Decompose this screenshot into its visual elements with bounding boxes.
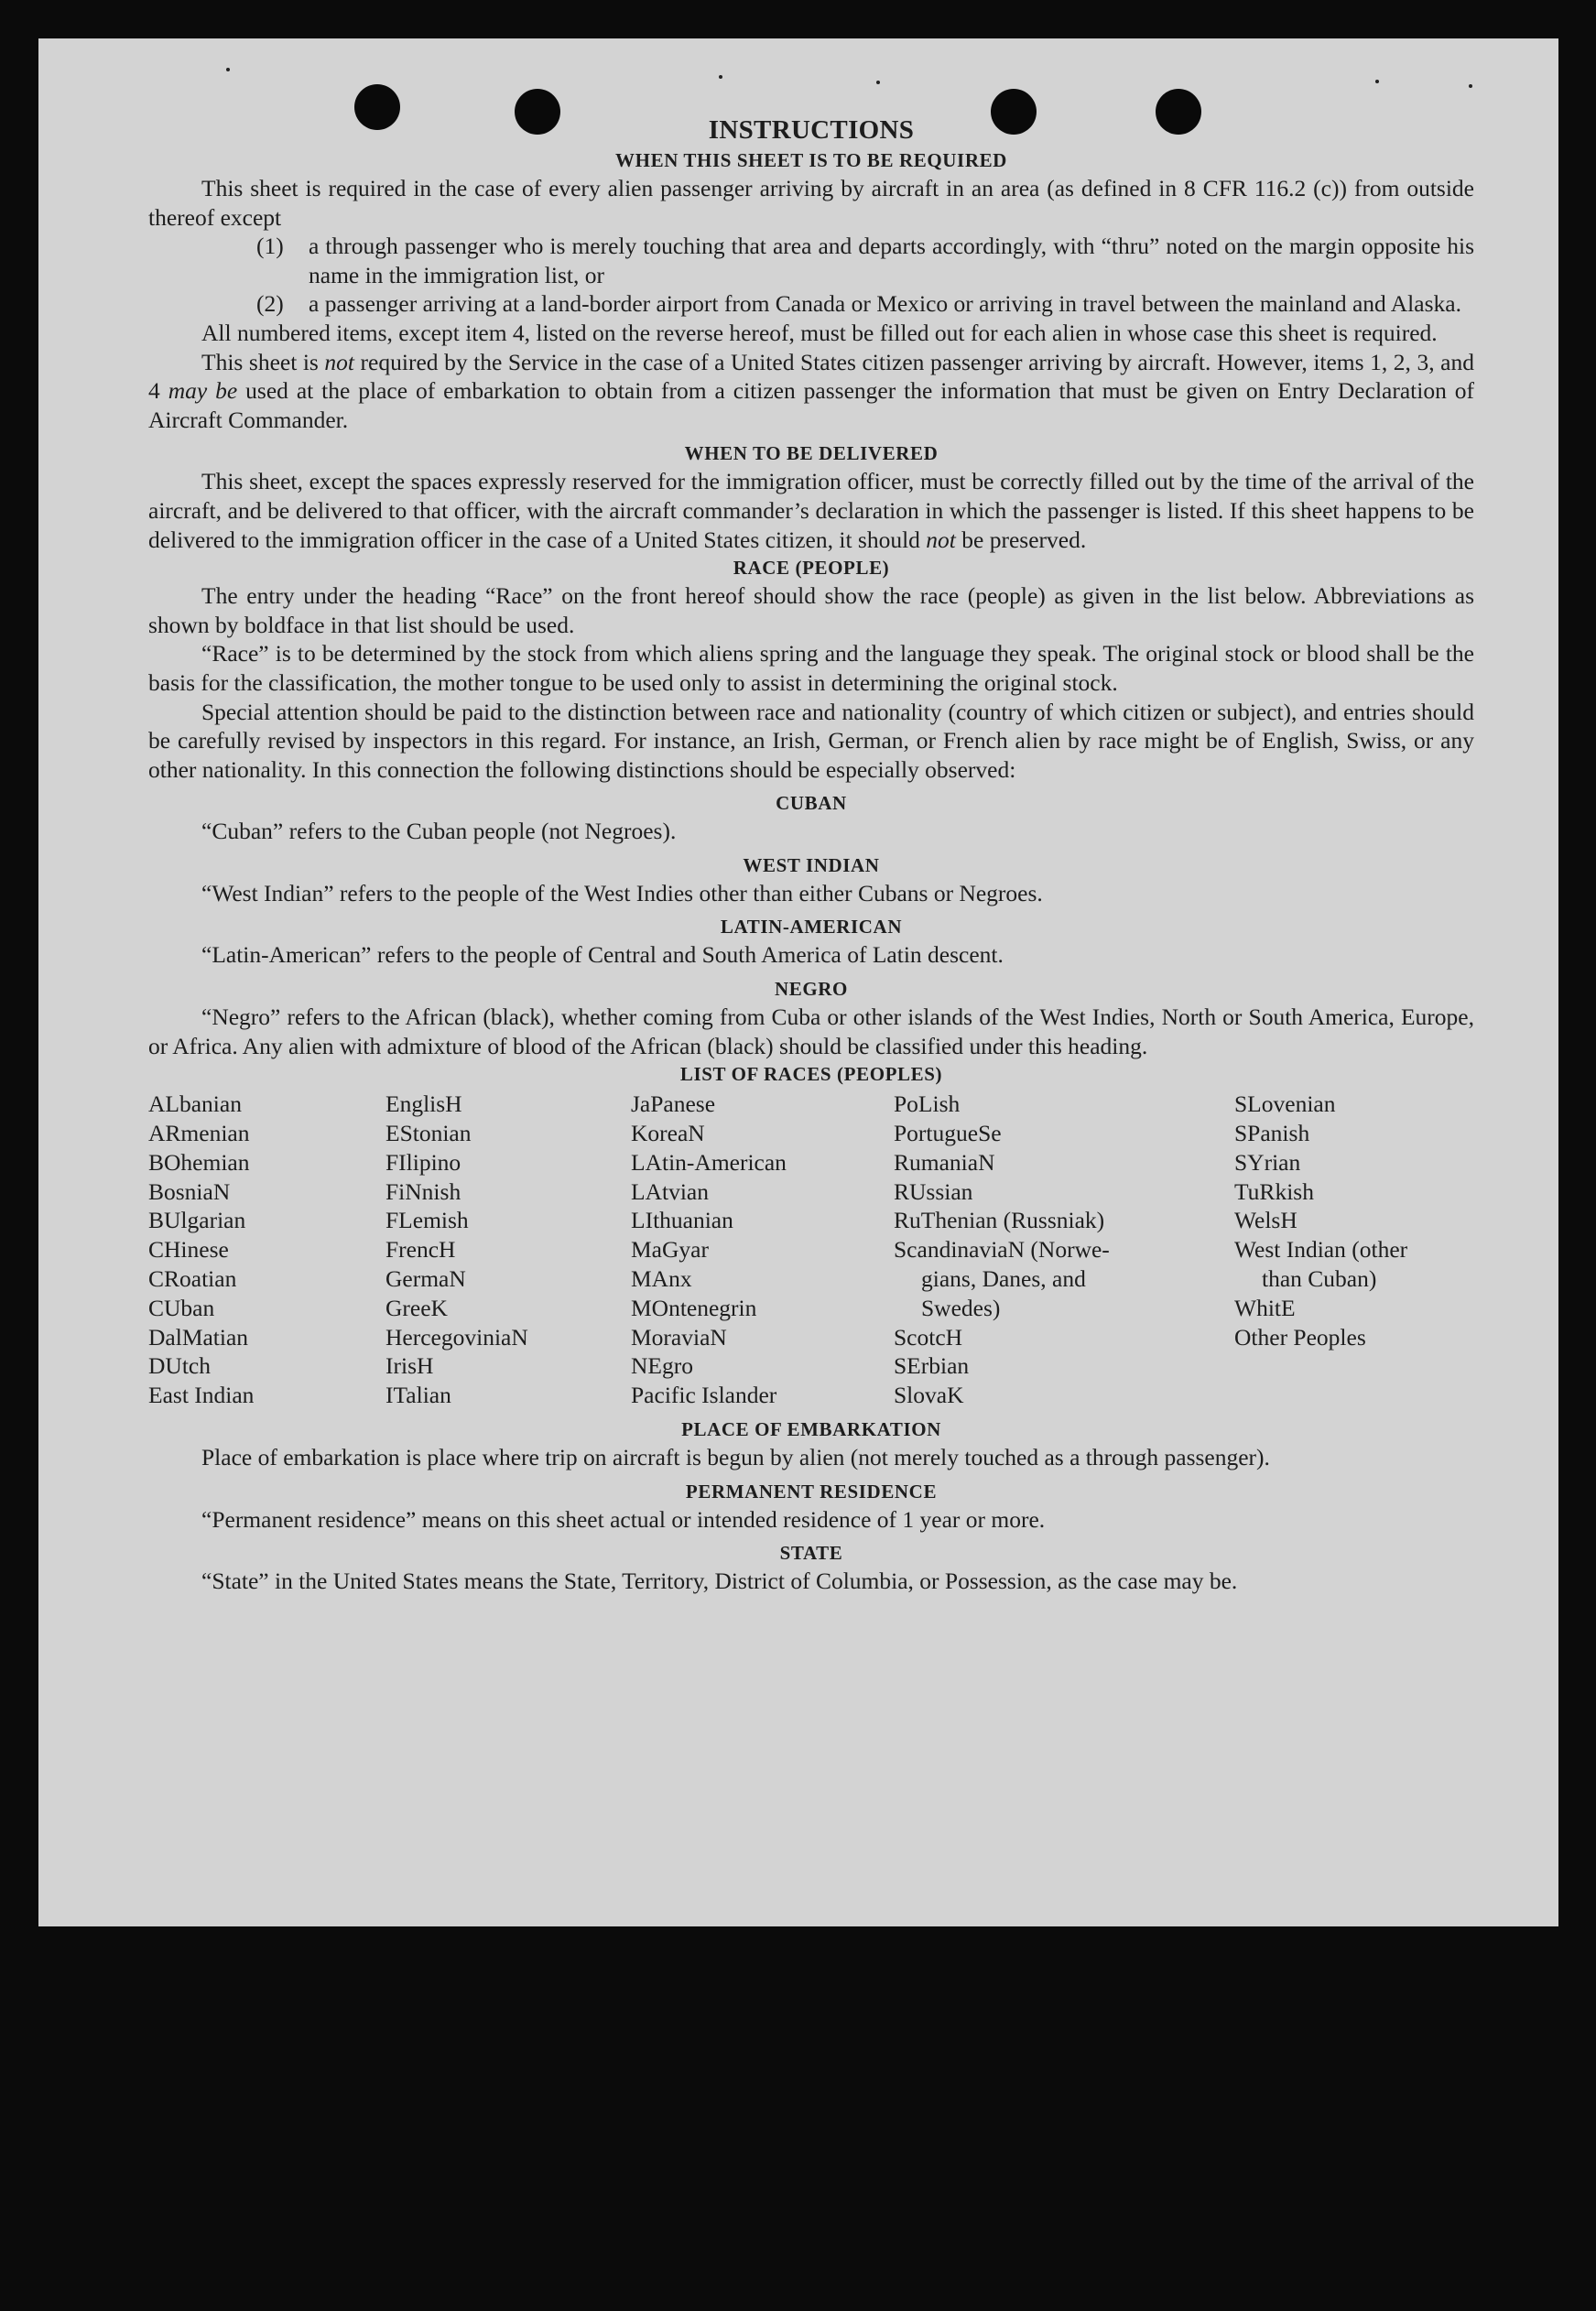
race-item: MoraviaN (631, 1323, 727, 1351)
races-column (631, 1090, 894, 1410)
race-item: RuThenian (Russniak) (894, 1207, 1105, 1234)
races-column (148, 1090, 385, 1410)
race-item: KoreaN (631, 1120, 705, 1147)
definition: “State” in the United States means the State, Territory, District of Columbia, or Possession, as the case may be. (201, 1568, 1238, 1595)
paragraph: This sheet, except the spaces expressly reserved for the immigration officer, must be correctly filled out by the time of the arrival of the aircraft, and be delivered to that officer, with the aircraft commander’s declaration in which the passenger is listed. If this sheet happens to be delivered to the immigration officer in the case of a United States citizen, it should not be preserved. (148, 468, 1474, 553)
section-heading: WHEN TO BE DELIVERED (684, 442, 939, 465)
race-item: MaGyar (631, 1236, 709, 1264)
race-item: FIlipino (385, 1148, 461, 1176)
list-item: (2) a passenger arriving at a land-border airport from Canada or Mexico or arriving in travel between the mainland and Alaska. (256, 290, 1461, 318)
definition: “Permanent residence” means on this sheet actual or intended residence of 1 year or more. (201, 1505, 1046, 1533)
race-item: East Indian (148, 1382, 255, 1409)
race-item: LIthuanian (631, 1207, 733, 1234)
race-item: CUban (148, 1294, 215, 1321)
section-heading: PERMANENT RESIDENCE (685, 1480, 938, 1503)
section-heading: RACE (PEOPLE) (733, 557, 890, 580)
races-list (148, 1090, 1474, 1410)
speck (876, 81, 880, 84)
race-item: EnglisH (385, 1090, 462, 1118)
race-item: West Indian (other (1234, 1236, 1408, 1264)
races-column (385, 1090, 631, 1410)
race-item: SlovaK (894, 1382, 964, 1409)
race-item: FiNnish (385, 1177, 461, 1205)
speck (719, 75, 722, 79)
race-item: CHinese (148, 1236, 229, 1264)
races-column (894, 1090, 1234, 1410)
race-item: ITalian (385, 1382, 451, 1409)
speck (1469, 84, 1472, 88)
race-item: TuRkish (1234, 1177, 1314, 1205)
section-heading: LIST OF RACES (PEOPLES) (679, 1063, 943, 1086)
race-item: gians, Danes, and (921, 1265, 1086, 1293)
section-heading: NEGRO (774, 978, 848, 1001)
race-item: CRoatian (148, 1265, 237, 1293)
race-item: BosniaN (148, 1177, 231, 1205)
race-item: Swedes) (921, 1294, 1001, 1321)
race-item: PoLish (894, 1090, 961, 1118)
race-item: JaPanese (631, 1090, 716, 1118)
instructions-text (148, 114, 1474, 1596)
race-item: SLovenian (1234, 1090, 1336, 1118)
race-item: LAtvian (631, 1177, 709, 1205)
paragraph: Special attention should be paid to the distinction between race and nationality (country of which citizen or subject), and entries should be carefully revised by inspectors in this regard. For instance, an Irish, German, or French alien by race might be of English, Swiss, or any other nationality. In this connection the following distinctions should be especially observed: (148, 698, 1474, 783)
race-item: WelsH (1234, 1207, 1297, 1234)
section-heading: PLACE OF EMBARKATION (681, 1418, 941, 1441)
race-item: DUtch (148, 1352, 211, 1380)
race-item: Other Peoples (1234, 1323, 1366, 1351)
race-item: FrencH (385, 1236, 456, 1264)
race-item: MAnx (631, 1265, 692, 1293)
race-item: PortugueSe (894, 1120, 1002, 1147)
race-item: RumaniaN (894, 1148, 995, 1176)
race-item: HercegoviniaN (385, 1323, 528, 1351)
race-item: MOntenegrin (631, 1294, 757, 1321)
race-item: WhitE (1234, 1294, 1296, 1321)
definition: “Latin-American” refers to the people of Central and South America of Latin descent. (201, 941, 1004, 969)
paragraph: The entry under the heading “Race” on the front hereof should show the race (people) as given in the list below. Abbreviations as shown by boldface in that list should be used. (148, 582, 1474, 638)
race-item: LAtin-American (631, 1148, 787, 1176)
definition: “Negro” refers to the African (black), whether coming from Cuba or other islands of the West Indies, North or South America, Europe, or Africa. Any alien with admixture of blood of the African (black) should be classified under this heading. (148, 1004, 1474, 1059)
race-item: BOhemian (148, 1148, 250, 1176)
race-item: SYrian (1234, 1148, 1301, 1176)
definition: “West Indian” refers to the people of the West Indies other than either Cubans or Negroes. (201, 879, 1043, 906)
race-item: SErbian (894, 1352, 970, 1380)
definition: Place of embarkation is place where trip on aircraft is begun by alien (not merely touched as a through passenger). (201, 1444, 1270, 1471)
race-item: ScotcH (894, 1323, 963, 1351)
race-item: Pacific Islander (631, 1382, 777, 1409)
race-item: FLemish (385, 1207, 469, 1234)
race-item: ARmenian (148, 1120, 250, 1147)
race-item: GreeK (385, 1294, 448, 1321)
race-item: NEgro (631, 1352, 693, 1380)
race-item: IrisH (385, 1352, 434, 1380)
speck (226, 68, 230, 71)
paragraph: All numbered items, except item 4, listed on the reverse hereof, must be filled out for each alien in whose case this sheet is required. (201, 319, 1438, 346)
section-heading: LATIN-AMERICAN (720, 916, 903, 939)
races-column (1234, 1090, 1474, 1410)
list-item: (1) a through passenger who is merely touching that area and departs accordingly, with “thru” noted on the margin opposite his name in the immigration list, or (256, 233, 1474, 288)
section-heading: STATE (779, 1542, 843, 1565)
section-heading: WEST INDIAN (743, 853, 880, 876)
race-item: ALbanian (148, 1090, 242, 1118)
race-item: BUlgarian (148, 1207, 246, 1234)
paragraph: “Race” is to be determined by the stock from which aliens spring and the language they speak. The original stock or blood shall be the basis for the classification, the mother tongue to be used only to assist in determining the original stock. (148, 640, 1474, 696)
definition: “Cuban” refers to the Cuban people (not Negroes). (201, 818, 677, 845)
race-item: ScandinaviaN (Norwe- (894, 1236, 1110, 1264)
race-item: than Cuban) (1262, 1265, 1377, 1293)
document-page (38, 38, 1558, 1926)
race-item: RUssian (894, 1177, 973, 1205)
speck (1375, 80, 1379, 83)
race-item: SPanish (1234, 1120, 1310, 1147)
race-item: EStonian (385, 1120, 472, 1147)
paragraph: This sheet is required in the case of every alien passenger arriving by aircraft in an area (as defined in 8 CFR 116.2 (c)) from outside thereof except (148, 175, 1474, 231)
paragraph: This sheet is not required by the Service in the case of a United States citizen passenger arriving by aircraft. However, items 1, 2, 3, and 4 may be used at the place of embarkation to obtain from a citizen passenger the information that must be given on Entry Declaration of Aircraft Commander. (148, 348, 1475, 433)
race-item: DalMatian (148, 1323, 249, 1351)
section-heading: CUBAN (776, 792, 847, 815)
page-title: INSTRUCTIONS (708, 115, 915, 145)
section-heading: WHEN THIS SHEET IS TO BE REQUIRED (615, 149, 1007, 171)
race-item: GermaN (385, 1265, 466, 1293)
